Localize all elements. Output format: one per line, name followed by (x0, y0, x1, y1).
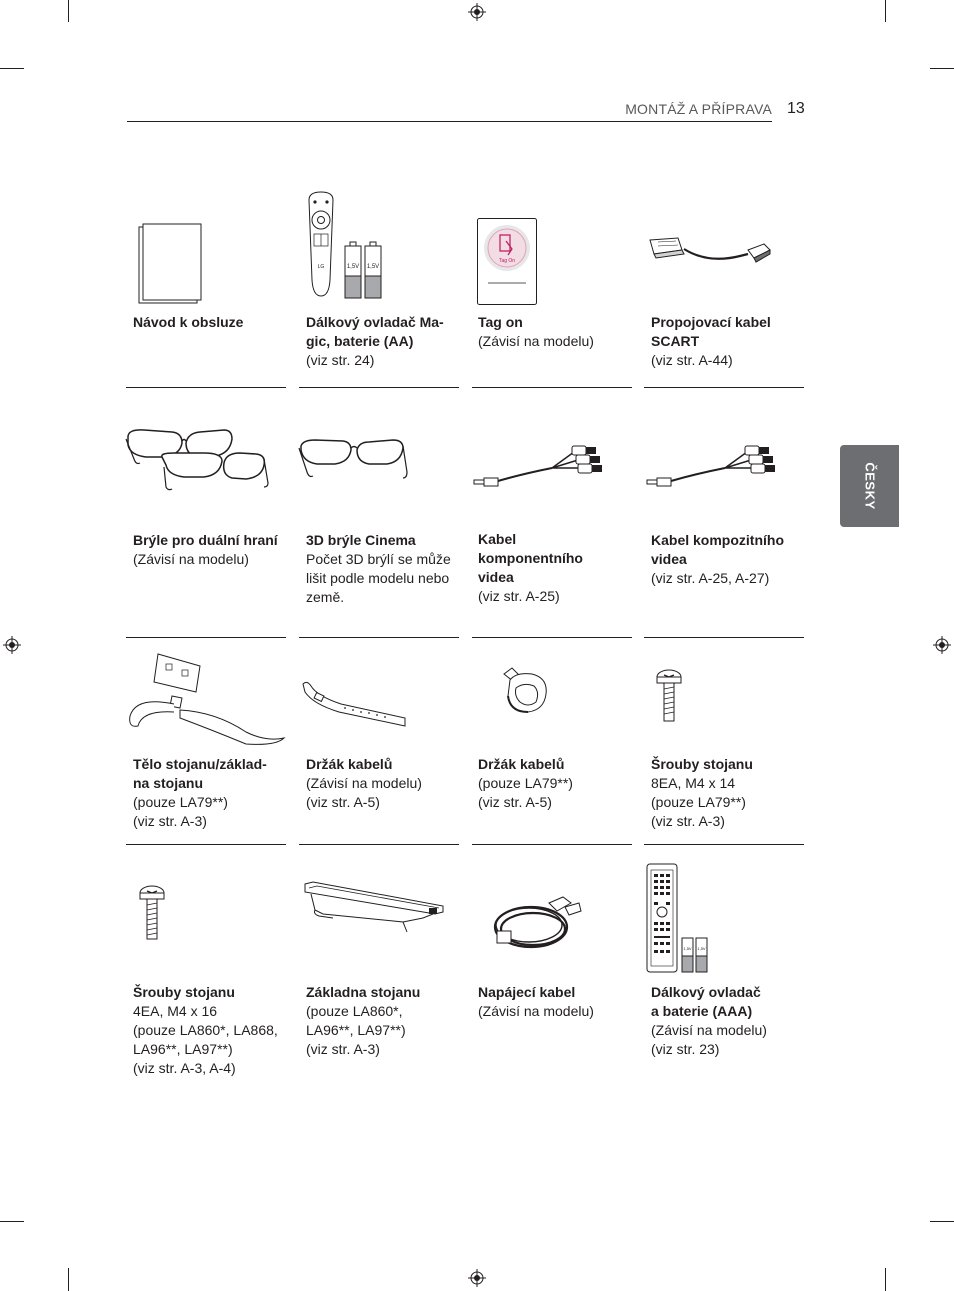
row-divider (299, 387, 459, 388)
item-title: Napájecí kabel (478, 984, 576, 1000)
item-detail: (Závisí na modelu) (viz str. A-5) (306, 775, 422, 810)
item-title: Kabel kompozitního videa (651, 532, 784, 567)
crop-mark (68, 1268, 69, 1291)
battery-label: 1,5V (697, 946, 706, 951)
cable-holder-clip-illustration (496, 664, 552, 716)
stand-base-illustration (303, 880, 447, 936)
item-cell (478, 755, 638, 812)
registration-mark-icon (933, 636, 951, 654)
item-detail: (viz str. A-25, A-27) (651, 570, 770, 586)
item-cell (651, 755, 811, 831)
cinema-3d-glasses-illustration (297, 436, 409, 482)
item-cell (478, 530, 638, 606)
item-detail: (viz str. A-44) (651, 352, 733, 368)
item-detail: (pouze LA860*, LA96**, LA97**) (viz str. A-3) (306, 1003, 406, 1057)
item-title: Dálkový ovladač Ma- gic, baterie (AA) (306, 314, 444, 349)
power-cable-illustration (491, 893, 583, 953)
section-title: MONTÁŽ A PŘÍPRAVA (625, 101, 772, 117)
tag-on-label: Tag On (498, 258, 516, 264)
language-tab-label: ČESKY (862, 462, 877, 510)
item-cell (306, 755, 466, 812)
stand-screw-illustration (138, 885, 166, 943)
row-divider (126, 387, 286, 388)
item-cell (478, 983, 638, 1021)
manual-book-illustration (138, 222, 204, 306)
crop-mark (0, 68, 24, 69)
item-title: Tag on (478, 314, 523, 330)
item-cell (306, 313, 466, 370)
scart-cable-illustration (648, 232, 774, 268)
language-tab (840, 445, 899, 527)
item-detail: (viz str. A-25) (478, 588, 560, 604)
stand-screw-illustration (655, 669, 683, 725)
remote-control-illustration (645, 862, 711, 974)
item-cell (133, 755, 293, 831)
row-divider (644, 637, 804, 638)
item-title: Brýle pro duální hraní (133, 532, 278, 548)
item-detail: (Závisí na modelu) (478, 1003, 594, 1019)
item-cell (651, 313, 811, 370)
component-video-cable-illustration (472, 438, 610, 490)
remote-brand-label: LG (317, 264, 325, 270)
row-divider (644, 387, 804, 388)
item-detail: (Závisí na modelu) (478, 333, 594, 349)
row-divider (299, 637, 459, 638)
battery-label: 1,5V (366, 264, 380, 270)
item-title: Šrouby stojanu (651, 756, 753, 772)
item-cell (133, 313, 293, 332)
crop-mark (930, 68, 954, 69)
item-detail: (Závisí na modelu) (viz str. 23) (651, 1022, 767, 1057)
item-detail: (pouze LA79**) (viz str. A-3) (133, 794, 228, 829)
item-title: 3D brýle Cinema (306, 532, 416, 548)
item-detail: (pouze LA79**) (viz str. A-5) (478, 775, 573, 810)
item-title: Dálkový ovladač a baterie (AAA) (651, 984, 761, 1019)
item-title: Držák kabelů (478, 756, 565, 772)
item-title: Propojovací kabel SCART (651, 314, 771, 349)
item-cell (133, 531, 293, 569)
item-detail: (Závisí na modelu) (133, 551, 249, 567)
item-title: Návod k obsluze (133, 314, 244, 330)
item-title: Tělo stojanu/základ- na stojanu (133, 756, 267, 791)
magic-remote-illustration (303, 190, 388, 302)
item-cell (133, 983, 293, 1078)
item-title: Šrouby stojanu (133, 984, 235, 1000)
row-divider (472, 387, 632, 388)
item-cell (306, 531, 466, 607)
item-title: Držák kabelů (306, 756, 393, 772)
crop-mark (0, 1221, 24, 1222)
item-detail: 4EA, M4 x 16 (pouze LA860*, LA868, LA96**, LA97**) (viz str. A-3, A-4) (133, 1003, 278, 1076)
item-detail: 8EA, M4 x 14 (pouze LA79**) (viz str. A-3) (651, 775, 746, 829)
item-cell (478, 313, 638, 351)
row-divider (126, 844, 286, 845)
page-number: 13 (787, 100, 805, 117)
item-detail: Počet 3D brýlí se může lišit podle modelu nebo země. (306, 551, 451, 605)
composite-video-cable-illustration (645, 438, 783, 490)
row-divider (126, 637, 286, 638)
crop-mark (885, 1268, 886, 1291)
item-cell (651, 983, 811, 1059)
battery-label: 1,5V (346, 264, 360, 270)
registration-mark-icon (3, 636, 21, 654)
registration-mark-icon (468, 3, 486, 21)
item-title: Kabel komponentního videa (478, 531, 583, 585)
crop-mark (885, 0, 886, 22)
row-divider (299, 844, 459, 845)
dual-play-glasses-illustration (124, 425, 270, 495)
header-rule (127, 121, 772, 122)
item-cell (306, 983, 466, 1059)
item-cell (651, 531, 811, 588)
row-divider (644, 844, 804, 845)
registration-mark-icon (468, 1269, 486, 1287)
crop-mark (930, 1221, 954, 1222)
stand-body-illustration (126, 652, 288, 746)
cable-holder-strap-illustration (301, 678, 411, 728)
tag-on-illustration (476, 217, 538, 307)
row-divider (472, 637, 632, 638)
battery-label: 1,5V (683, 946, 692, 951)
crop-mark (68, 0, 69, 22)
item-detail: (viz str. 24) (306, 352, 375, 368)
item-title: Základna stojanu (306, 984, 421, 1000)
row-divider (472, 844, 632, 845)
